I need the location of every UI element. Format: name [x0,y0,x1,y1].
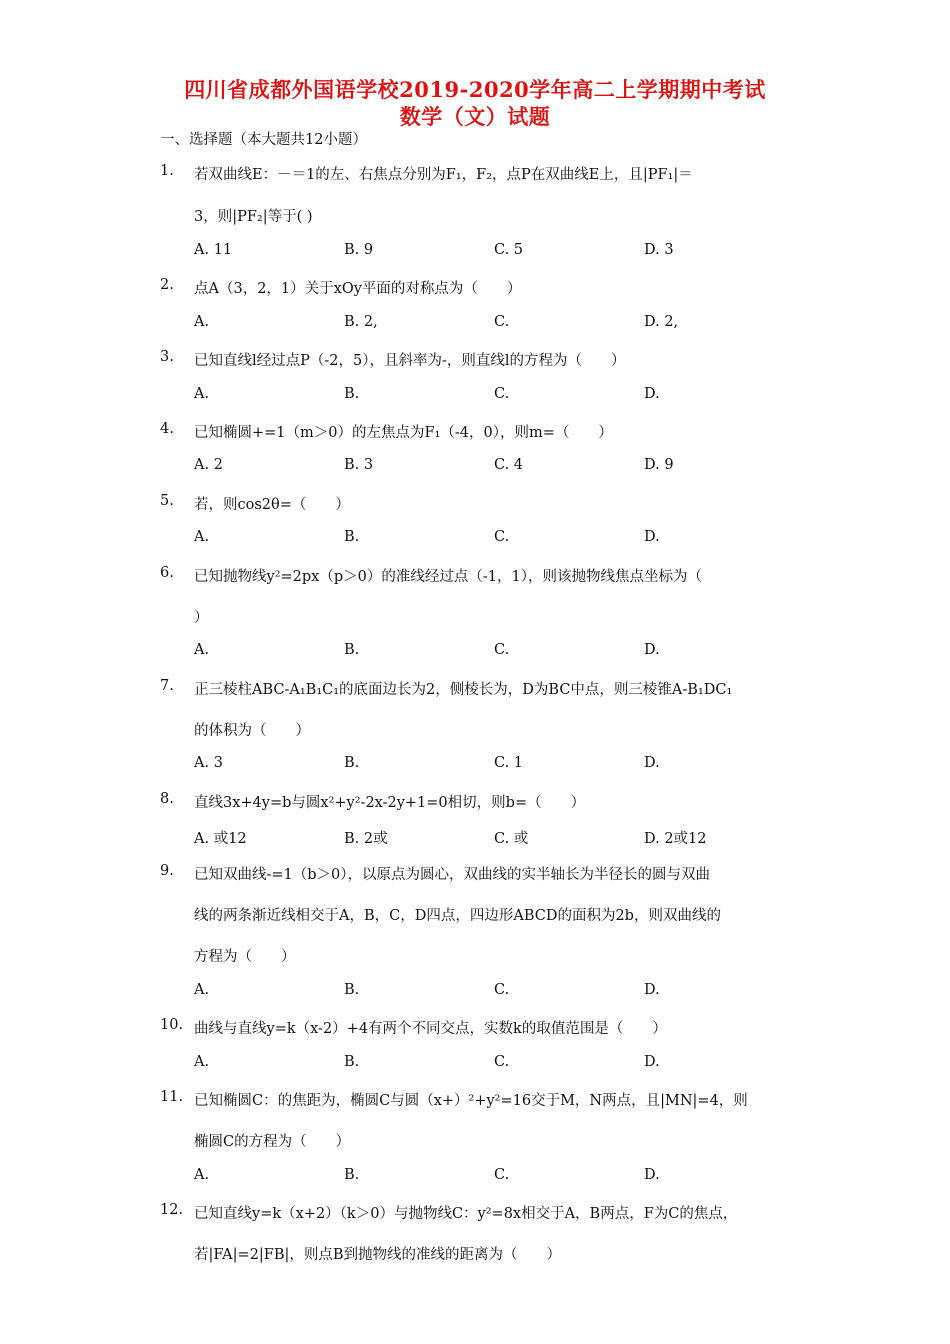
option-b: B. 2, [344,314,378,330]
option-c: C. [494,1167,510,1183]
option-a: A. [194,642,210,658]
option-c: C. [494,529,510,545]
page-subtitle: 数学（文）试题 [399,104,551,129]
option-c: C. [494,314,510,330]
question-number: 7. [160,678,174,694]
section-heading: 一、选择题（本大题共12小题） [160,132,367,148]
option-b: B. 9 [344,242,374,258]
option-b: B. [344,755,360,771]
option-d: D. 2, [644,314,679,330]
option-b: B. [344,982,360,998]
question-number: 2. [160,277,174,293]
question-text: 若|FA|=2|FB|，则点B到抛物线的准线的距离为（ ） [194,1247,562,1263]
option-a: A. [194,1054,210,1070]
question-text: 的体积为（ ） [194,723,310,739]
option-d: D. [644,529,660,545]
option-c: C. 或 [494,831,529,847]
question-number: 6. [160,565,174,581]
option-d: D. [644,386,660,402]
option-c: C. [494,642,510,658]
question-number: 9. [160,863,174,879]
option-c: C. [494,1054,510,1070]
question-text: 曲线与直线y=k（x-2）+4有两个不同交点，实数k的取值范围是（ ） [194,1021,667,1037]
option-b: B. [344,529,360,545]
question-text: 若双曲线E：－＝1的左、右焦点分别为F₁，F₂，点P在双曲线E上，且|PF₁|＝ [194,167,693,183]
option-a: A. 2 [194,457,223,473]
question-number: 3. [160,349,174,365]
option-b: B. 2或 [344,831,388,847]
question-text: ） [194,610,209,626]
question-text: 已知直线y=k（x+2）（k＞0）与抛物线C：y²=8x相交于A，B两点，F为C的焦点， [194,1206,738,1222]
option-b: B. [344,386,360,402]
option-a: A. [194,386,210,402]
option-c: C. 4 [494,457,524,473]
option-c: C. 5 [494,242,524,258]
option-b: B. [344,642,360,658]
question-text: 正三棱柱ABC-A₁B₁C₁的底面边长为2，侧棱长为，D为BC中点，则三棱锥A-B₁DC₁ [194,682,733,698]
option-a: A. [194,982,210,998]
option-d: D. [644,982,660,998]
option-d: D. [644,1167,660,1183]
question-text: 线的两条渐近线相交于A，B，C，D四点，四边形ABCD的面积为2b，则双曲线的 [194,908,721,924]
question-number: 1. [160,163,174,179]
option-b: B. [344,1054,360,1070]
question-number: 5. [160,493,174,509]
question-text: 直线3x+4y=b与圆x²+y²-2x-2y+1=0相切，则b=（ ） [194,795,586,811]
question-text: 已知椭圆C：的焦距为，椭圆C与圆（x+）²+y²=16交于M，N两点，且|MN|=4，则 [194,1093,748,1109]
option-b: B. [344,1167,360,1183]
option-d: D. 3 [644,242,674,258]
question-text: 若，则cos2θ=（ ） [194,497,350,513]
option-a: A. [194,529,210,545]
option-d: D. [644,1054,660,1070]
option-a: A. [194,314,210,330]
option-c: C. [494,982,510,998]
question-text: 已知椭圆+=1（m＞0）的左焦点为F₁（-4，0），则m=（ ） [194,425,613,441]
question-text: 点A（3，2，1）关于xOy平面的对称点为（ ） [194,281,522,297]
option-a: A. 3 [194,755,223,771]
page-title: 四川省成都外国语学校2019-2020学年高二上学期期中考试 [184,77,766,102]
question-text: 方程为（ ） [194,949,296,965]
option-a: A. [194,1167,210,1183]
question-number: 10. [160,1017,184,1033]
option-b: B. 3 [344,457,374,473]
question-text: 已知抛物线y²=2px（p＞0）的准线经过点（-1，1），则该抛物线焦点坐标为（ [194,569,702,585]
question-number: 4. [160,421,174,437]
question-number: 11. [160,1089,184,1105]
option-d: D. 9 [644,457,674,473]
question-number: 8. [160,791,174,807]
option-c: C. [494,386,510,402]
option-d: D. 2或12 [644,831,707,847]
question-text: 椭圆C的方程为（ ） [194,1134,351,1150]
option-a: A. 11 [194,242,233,258]
question-text: 已知直线l经过点P（-2，5），且斜率为-，则直线l的方程为（ ） [194,353,626,369]
question-text: 已知双曲线-=1（b＞0），以原点为圆心，双曲线的实半轴长为半径长的圆与双曲 [194,867,711,883]
option-d: D. [644,755,660,771]
question-number: 12. [160,1202,184,1218]
option-c: C. 1 [494,755,524,771]
option-a: A. 或12 [194,831,247,847]
question-text: 3，则|PF₂|等于( ) [194,209,313,225]
option-d: D. [644,642,660,658]
